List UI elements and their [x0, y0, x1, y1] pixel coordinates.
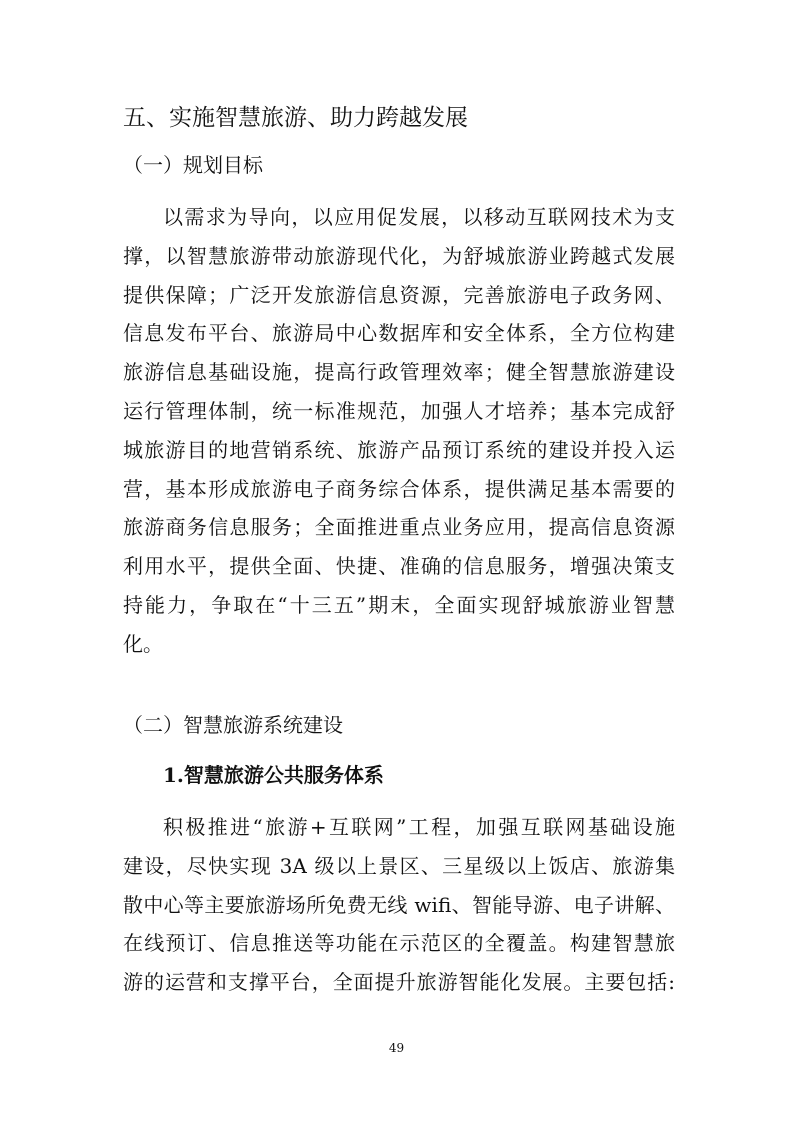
paragraph-public-service — [123, 808, 675, 1002]
paragraph-line: 在线预订、信息推送等功能在示范区的全覆盖。构建智慧旅 — [123, 931, 675, 956]
subsection-heading-public-service: 1.智慧旅游公共服务体系 — [163, 763, 384, 787]
paragraph-line: 城旅游目的地营销系统、旅游产品预订系统的建设并投入运 — [123, 437, 675, 462]
paragraph-line: 撑，以智慧旅游带动旅游现代化，为舒城旅游业跨越式发展 — [123, 243, 675, 268]
paragraph-line: 积极推进“旅游+互联网”工程，加强互联网基础设施 — [163, 815, 675, 839]
paragraph-line: 散中心等主要旅游场所免费无线 wifi、智能导游、电子讲解、 — [123, 892, 675, 917]
paragraph-line: 运行管理体制，统一标准规范，加强人才培养；基本完成舒 — [123, 398, 675, 423]
paragraph-line: 游的运营和支撑平台，全面提升旅游智能化发展。主要包括: — [123, 970, 675, 995]
paragraph-planning-goals — [123, 198, 675, 664]
paragraph-line: 旅游信息基础设施，提高行政管理效率；健全智慧旅游建设 — [123, 360, 675, 385]
paragraph-line: 旅游商务信息服务；全面推进重点业务应用，提高信息资源 — [123, 515, 675, 540]
section-heading-planning-goals: （一）规划目标 — [123, 153, 263, 177]
paragraph-line: 利用水平，提供全面、快捷、准确的信息服务，增强决策支 — [123, 554, 675, 579]
section-heading-system-construction: （二）智慧旅游系统建设 — [123, 713, 343, 737]
paragraph-line: 信息发布平台、旅游局中心数据库和安全体系，全方位构建 — [123, 321, 675, 346]
paragraph-line: 持能力，争取在“十三五”期末，全面实现舒城旅游业智慧 — [123, 592, 675, 617]
paragraph-line: 化。 — [123, 631, 163, 656]
page-number: 49 — [388, 1041, 405, 1055]
chapter-heading: 五、实施智慧旅游、助力跨越发展 — [123, 105, 468, 131]
paragraph-line: 以需求为导向，以应用促发展，以移动互联网技术为支 — [163, 205, 675, 229]
paragraph-line: 提供保障；广泛开发旅游信息资源，完善旅游电子政务网、 — [123, 282, 675, 307]
paragraph-line: 建设，尽快实现 3A 级以上景区、三星级以上饭店、旅游集 — [123, 853, 675, 878]
paragraph-line: 营，基本形成旅游电子商务综合体系，提供满足基本需要的 — [123, 476, 675, 501]
